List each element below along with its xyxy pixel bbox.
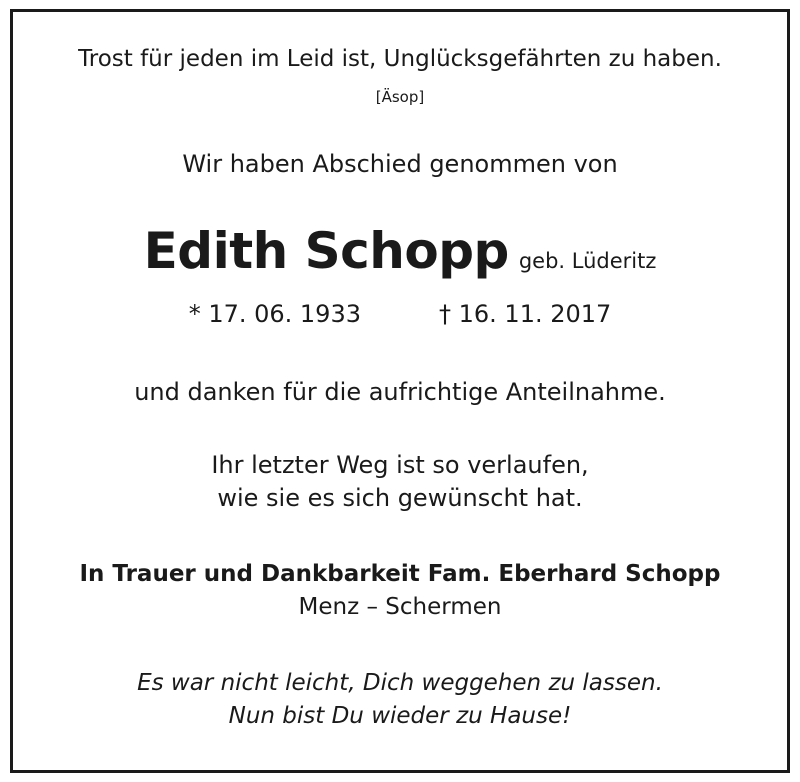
birth-date: * 17. 06. 1933 [188,300,361,328]
closing-line-1: Es war nicht leicht, Dich weggehen zu lassen. [137,670,663,696]
mourners-text: In Trauer und Dankbarkeit Fam. Eberhard Schopp [79,561,721,587]
place-text: Menz – Schermen [298,594,502,620]
life-dates [0,300,800,328]
last-way-line-1: Ihr letzter Weg ist so verlaufen, [211,451,589,479]
death-date: † 16. 11. 2017 [439,300,612,328]
thanks-text: und danken für die aufrichtige Anteilnahme. [134,378,666,406]
quote-text: Trost für jeden im Leid ist, Unglücksgefährten zu haben. [78,46,722,72]
quote-author: [Äsop] [375,88,425,106]
deceased-name: Edith Schopp [143,222,509,280]
closing-line-2: Nun bist Du wieder zu Hause! [228,703,572,729]
name-row [0,222,800,280]
last-way-line-2: wie sie es sich gewünscht hat. [217,484,583,512]
maiden-name: geb. Lüderitz [518,249,657,273]
intro-text: Wir haben Abschied genommen von [182,150,618,178]
